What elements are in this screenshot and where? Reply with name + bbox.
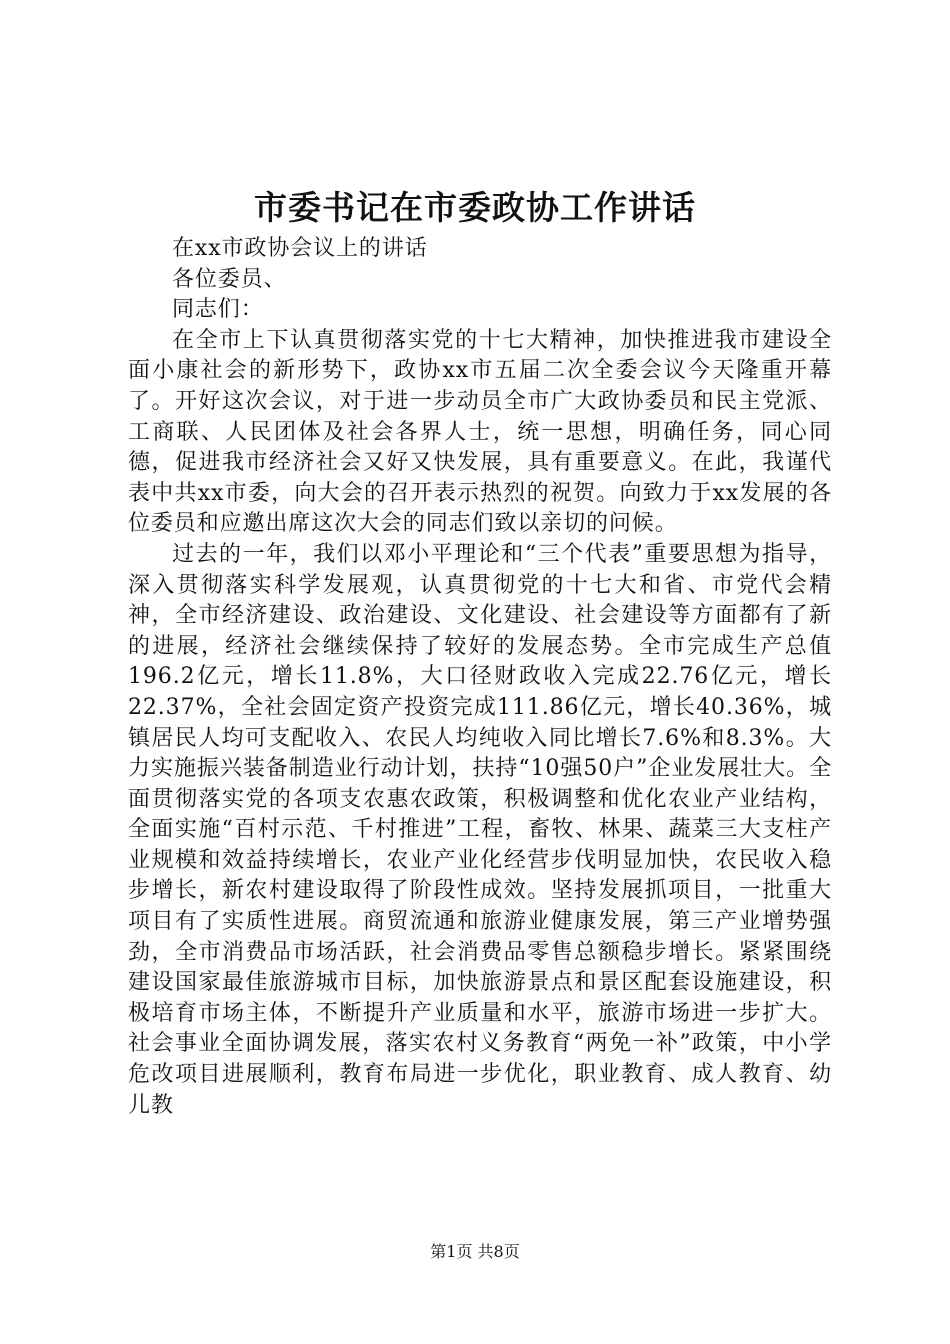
salutation-line: 各位委员、 — [172, 266, 287, 292]
salutation-line: 同志们： — [172, 297, 264, 323]
document-body — [128, 234, 832, 1121]
subtitle-line: 在xx市政协会议上的讲话 — [172, 236, 428, 261]
page-number-footer: 第1页 共8页 — [430, 1242, 520, 1261]
body-paragraph: 在全市上下认真贯彻落实党的十七大精神，加快推进我市建设全面小康社会的新形势下，政协xx市五届二次全委会议今天隆重开幕了。开好这次会议，对于进一步动员全市广大政协委员和民主党派、工商联、人民团体及社会各界人士，统一思想，明确任务，同心同德，促进我市经济社会又好又快发展，具有重要意义。在此，我谨代表中共xx市委，向大会的召开表示热烈的祝贺。向致力于xx发展的各位委员和应邀出席这次大会的同志们致以亲切的问候。 — [128, 327, 832, 537]
body-paragraph: 过去的一年，我们以邓小平理论和“三个代表”重要思想为指导，深入贯彻落实科学发展观，认真贯彻党的十七大和省、市党代会精神，全市经济建设、政治建设、文化建设、社会建设等方面都有了新的进展，经济社会继续保持了较好的发展态势。全市完成生产总值196.2亿元，增长11.8%，大口径财政收入完成22.76亿元，增长22.37%，全社会固定资产投资完成111.86亿元，增长40.36%，城镇居民人均可支配收入、农民人均纯收入同比增长7.6%和8.3%。大力实施振兴装备制造业行动计划，扶持“10强50户”企业发展壮大。全面贯彻落实党的各项支农惠农政策，积极调整和优化农业产业结构，全面实施“百村示范、千村推进”工程，畜牧、林果、蔬菜三大支柱产业规模和效益持续增长，农业产业化经营步伐明显加快，农民收入稳步增长，新农村建设取得了阶段性成效。坚持发展抓项目，一批重大项目有了实质性进展。商贸流通和旅游业健康发展，第三产业增势强劲，全市消费品市场活跃，社会消费品零售总额稳步增长。紧紧围绕建设国家最佳旅游城市目标，加快旅游景点和景区配套设施建设，积极培育市场主体，不断提升产业质量和水平，旅游市场进一步扩大。社会事业全面协调发展，落实农村义务教育“两免一补”政策，中小学危改项目进展顺利，教育布局进一步优化，职业教育、成人教育、幼儿教 — [128, 541, 832, 1118]
document-title: 市委书记在市委政协工作讲话 — [254, 188, 696, 227]
